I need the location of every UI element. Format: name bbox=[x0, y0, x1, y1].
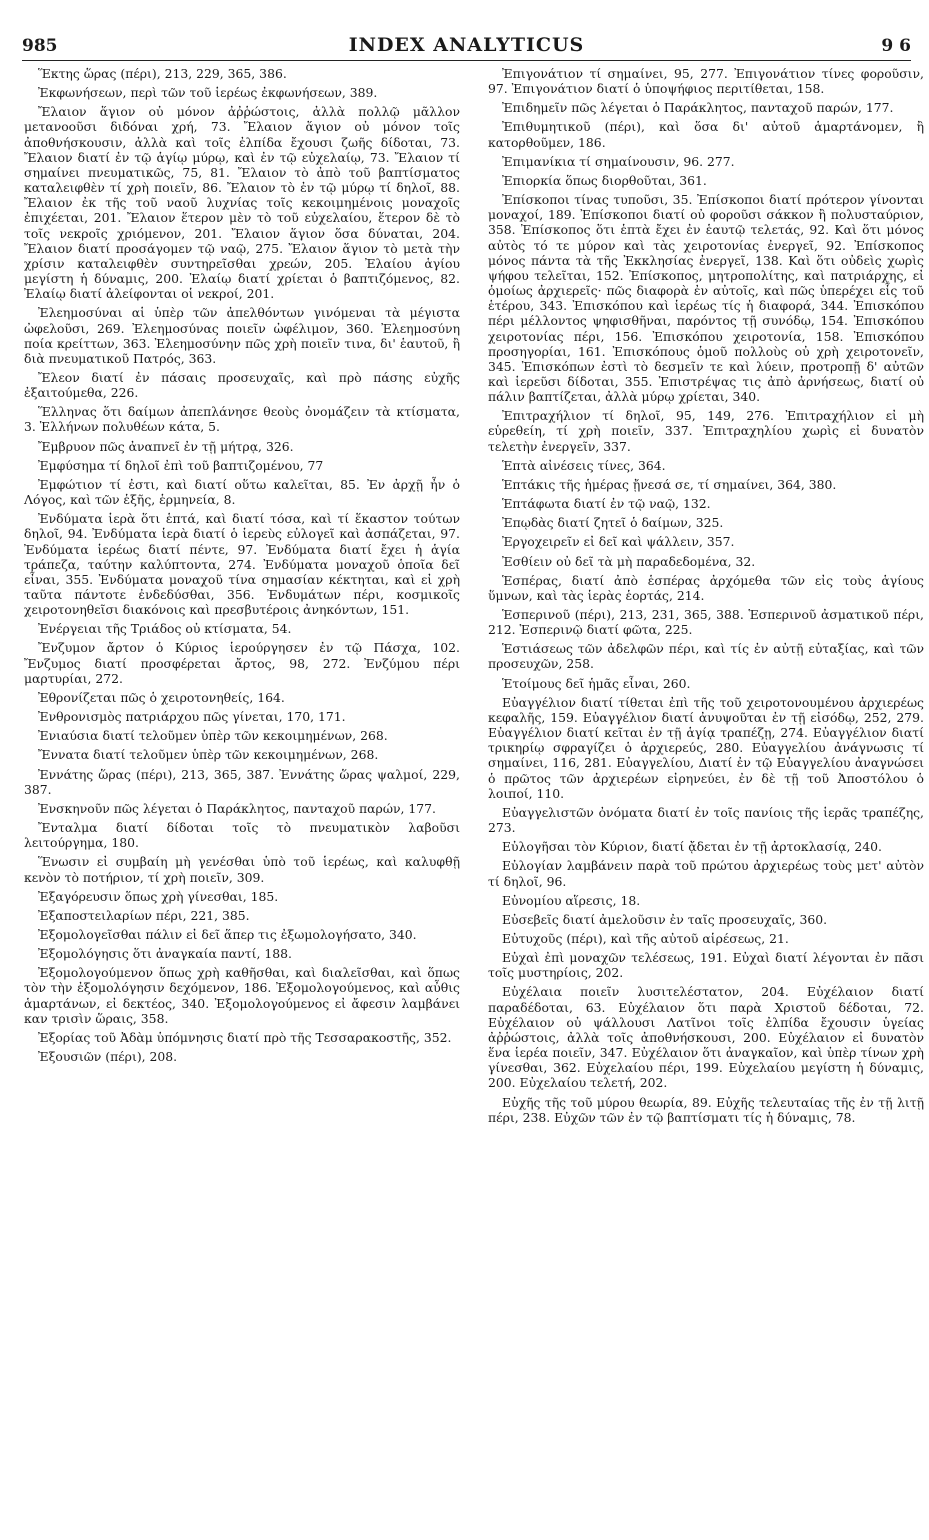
running-title: INDEX ANALYTICUS bbox=[348, 34, 585, 56]
page-number-right: 9 6 bbox=[881, 36, 911, 56]
index-entry: Ἔνταλμα διατί δίδοται τοῖς τὸ πνευματικὸν λαβοῦσι λειτούργημα, 180. bbox=[24, 820, 460, 851]
index-entry: Ἐξομολογεῖσθαι πάλιν εἰ δεῖ ἅπερ τις ἐξωμολογήσατο, 340. bbox=[38, 926, 417, 942]
index-entry: Ἐνσκηνοῦν πῶς λέγεται ὁ Παράκλητος, πανταχοῦ παρών, 177. bbox=[38, 800, 436, 816]
index-entry: Ἐξομολόγησις ὅτι ἀναγκαία παντί, 188. bbox=[38, 946, 292, 962]
index-entry: Ἐσθίειν οὐ δεῖ τὰ μὴ παραδεδομένα, 32. bbox=[502, 553, 756, 569]
page-header bbox=[22, 34, 911, 61]
index-entry: Ἐξομολογούμενον ὅπως χρὴ καθῆσθαι, καὶ διαλεῖσθαι, καὶ ὅπως τὸν τὴν ἐξομολόγησιν δεχόμενον, 186. Ἐξομολογούμενος, καὶ αὖθις ἁμαρτάνων, εἰ δεκτέος, 340. Ἐξομολογούμενος εἰ ἄφεσιν λαμβάνει καν τρισὶν ὥραις, 358. bbox=[24, 965, 460, 1026]
index-entry: Ἐπῳδὰς διατί ζητεῖ ὁ δαίμων, 325. bbox=[502, 515, 724, 531]
index-entry: Ἐξαποστειλαρίων πέρι, 221, 385. bbox=[38, 907, 250, 923]
left-column bbox=[24, 66, 460, 1068]
index-entry: Ἐμφώτιον τί ἐστι, καὶ διατί οὕτω καλεῖται, 85. Ἐν ἀρχῇ ἦν ὁ Λόγος, καὶ τῶν ἑξῆς, ἑρμηνεία, 8. bbox=[24, 476, 460, 508]
index-entry: Ἐθρονίζεται πῶς ὁ χειροτονηθείς, 164. bbox=[38, 689, 285, 705]
index-entry: Ἐννάτης ὥρας (πέρι), 213, 365, 387. Ἐννάτης ὥρας ψαλμοί, 229, 387. bbox=[24, 766, 460, 797]
index-entry: Ἐνθρονισμὸς πατριάρχου πῶς γίνεται, 170, 171. bbox=[38, 709, 346, 725]
index-entry: Ἐπίσκοποι τίνας τυποῦσι, 35. Ἐπίσκοποι διατί πρότερον γίνονται μοναχοί, 189. Ἐπίσκοποι διατί οὐ φοροῦσι σάκκον ἢ πολυσταύριον, 358. Ἐπίσκοπος ὅτι ἑπτὰ ἔχει ἐν ἑαυτῷ τελετάς, 92. Καὶ ὅτι μόνος αὐτὸς τό τε μύρον καὶ τὰς χειροτονίας ἐνεργεῖ, 92. Ἐπίσκοπος μόνος πάντα τὰ τῆς Ἐκκλησίας ἐνεργεῖ, 138. Καὶ ὅτι οὐδεὶς χωρὶς ψήφου τελεῖται, 152. Ἐπίσκοπος, μητροπολίτης, καὶ πατριάρχης, εἰ ὁμοίως ἀρχιερεῖς· πῶς διαφορὰ ἐν αὐτοῖς, καὶ πῶς ὑπερέχει εἷς τοῦ ἑτέρου, 343. Ἐπισκόπου καὶ ἱερέως τίς ἡ διαφορά, 344. Ἐπισκόπου πέρι μέλλοντος ψηφισθῆναι, παρόντος τῇ συνόδῳ, 154. Ἐπισκόπου χειροτονίας πέρι, 156. Ἐπισκόπου χειροτονία, 158. Ἐπισκόπου προσηγορίαι, 161. Ἐπισκόπους ὁμοῦ πολλοὺς οὐ χρὴ χειροτονεῖν, 345. Ἐπισκόπων ἐστὶ τὸ δεσμεῖν τε καὶ λύειν, προτροπῇ δ' αὐτῶν καὶ ἱερεῦσι δίδοται, 355. Ἐπιστρέψας τις ἀπὸ ἀρνήσεως, διατί οὐ πάλιν βαπτίζεται, ἀλλὰ μύρῳ χρίεται, 340. bbox=[488, 192, 924, 405]
index-entry: Εὐαγγελιστῶν ὀνόματα διατί ἐν τοῖς πανίοις τῆς ἱερᾶς τραπέζης, 273. bbox=[488, 804, 924, 836]
index-entry: Ἐνδύματα ἱερὰ ὅτι ἑπτά, καὶ διατί τόσα, καὶ τί ἕκαστον τούτων δηλοῖ, 94. Ἐνδύματα ἱερὰ διατί ὁ ἱερεὺς εὐλογεῖ καὶ ἀσπάζεται, 97. Ἐνδύματα ἱερέως διατί πέντε, 97. Ἐνδύματα διατί ἔχει ἡ ἁγία τράπεζα, ταύτην καλύπτοντα, 274. Ἐνδύματα μοναχοῦ ὁποῖα δεῖ εἶναι, 355. Ἐνδύματα μοναχοῦ τίνα σημασίαν κέκτηται, καὶ εἰ χρὴ ταῦτα πάντοτε ἐνδεδύσθαι, 356. Ἐνδυμάτων πέρι, κοσμικοῖς χειροτονηθεῖσι διακόνοις καὶ πρεσβυτέροις ἀνηκόντων, 151. bbox=[24, 511, 460, 618]
index-entry: Ἑσπερινοῦ (πέρι), 213, 231, 365, 388. Ἑσπερινοῦ ἀσματικοῦ πέρι, 212. Ἑσπερινῷ διατί φῶτα, 225. bbox=[488, 607, 924, 638]
index-entry: Ἐνέργειαι τῆς Τριάδος οὐ κτίσματα, 54. bbox=[38, 621, 292, 637]
index-entry: Ἑπτάφωτα διατί ἐν τῷ ναῷ, 132. bbox=[502, 496, 711, 512]
index-entry: Ἕκτης ὥρας (πέρι), 213, 229, 365, 386. bbox=[38, 66, 287, 81]
index-entry: Ἐλεημοσύναι αἱ ὑπὲρ τῶν ἀπελθόντων γινόμεναι τὰ μέγιστα ὠφελοῦσι, 269. Ἐλεημοσύνας ποιεῖν ὠφέλιμον, 360. Ἐλεημοσύνη ποία κρείττων, 363. Ἐλεημοσύνην πῶς χρὴ ποιεῖν τινα, δι' ἑαυτοῦ, ἢ διὰ πνευματικοῦ Πατρός, 363. bbox=[24, 305, 460, 366]
index-entry: Ἐξορίας τοῦ Ἀδὰμ ὑπόμνησις διατί πρὸ τῆς Τεσσαρακοστῆς, 352. bbox=[38, 1029, 452, 1045]
index-entry: Ἔννατα διατί τελοῦμεν ὑπὲρ τῶν κεκοιμημένων, 268. bbox=[38, 747, 379, 763]
index-entry: Εὐσεβεῖς διατί ἀμελοῦσιν ἐν ταῖς προσευχαῖς, 360. bbox=[502, 911, 828, 927]
index-entry: Ἐπιτραχήλιον τί δηλοῖ, 95, 149, 276. Ἐπιτραχήλιον εἰ μὴ εὑρεθείη, τί χρὴ ποιεῖν, 337. Ἐπιτραχηλίου χωρὶς εἰ δυνατὸν τελετὴν ἐνεργεῖν, 337. bbox=[488, 408, 924, 454]
index-entry: Ἐργοχειρεῖν εἰ δεῖ καὶ ψάλλειν, 357. bbox=[502, 534, 735, 550]
page-number-left: 985 bbox=[22, 36, 58, 56]
index-entry: Ἐξαγόρευσιν ὅπως χρὴ γίνεσθαι, 185. bbox=[38, 888, 279, 904]
index-entry: Εὐχαὶ ἐπὶ μοναχῶν τελέσεως, 191. Εὐχαὶ διατί λέγονται ἐν πᾶσι τοῖς μυστηρίοις, 202. bbox=[488, 950, 924, 981]
index-entry: Εὐτυχοῦς (πέρι), καὶ τῆς αὐτοῦ αἱρέσεως, 21. bbox=[502, 930, 789, 946]
index-entry: Ἔμβρυον πῶς ἀναπνεῖ ἐν τῇ μήτρᾳ, 326. bbox=[38, 438, 294, 454]
index-entry: Εὐλογῆσαι τὸν Κύριον, διατί ᾄδεται ἐν τῇ ἀρτοκλασίᾳ, 240. bbox=[502, 839, 882, 855]
index-entry: Ἕλληνας ὅτι δαίμων ἀπεπλάνησε θεοὺς ὀνομάζειν τὰ κτίσματα, 3. Ἑλλήνων πολυθέων κάτα, 5. bbox=[24, 404, 460, 435]
index-entry: Εὐχῆς τῆς τοῦ μύρου θεωρία, 89. Εὐχῆς τελευταίας τῆς ἐν τῇ λιτῇ πέρι, 238. Εὐχῶν τῶν ἐν τῷ βαπτίσματι τίς ἡ δύναμις, 78. bbox=[488, 1094, 924, 1125]
right-column bbox=[488, 66, 924, 1129]
index-entry: Ἐπιορκία ὅπως διορθοῦται, 361. bbox=[502, 172, 707, 188]
index-entry: Εὐλογίαν λαμβάνειν παρὰ τοῦ πρώτου ἀρχιερέως τοὺς μετ' αὐτὸν τί δηλοῖ, 96. bbox=[488, 858, 924, 889]
index-entry: Εὐαγγέλιον διατί τίθεται ἐπὶ τῆς τοῦ χειροτονουμένου ἀρχιερέως κεφαλῆς, 159. Εὐαγγέλιον διατί ἀνυψοῦται ἐν τῇ εἰσόδῳ, 252, 279. Εὐαγγέλιον διατί κεῖται ἐν τῇ ἁγίᾳ τραπέζῃ, 274. Εὐαγγέλιον διατί τρικηρίῳ σφραγίζει ὁ ἀρχιερεύς, 280. Εὐαγγελίου ἀνάγνωσις τί σημαίνει, 116, 281. Εὐαγγελίου, Διατί ἐν τῷ Εὐαγγελίου ἀναγνώσει ὁ πρῶτος τῶν ἀρχιερέων εἰρηνεύει, ἐν δὲ τῇ τοῦ Ἀποστόλου ὁ λοιποί, 110. bbox=[488, 694, 924, 801]
index-entry: Ἔνζυμον ἄρτον ὁ Κύριος ἱερούργησεν ἐν τῷ Πάσχα, 102. Ἔνζυμος διατί προσφέρεται ἄρτος, 98, 272. Ἐνζύμου πέρι μαρτυρίαι, 272. bbox=[24, 640, 460, 686]
index-entry: Ἐνιαύσια διατί τελοῦμεν ὑπὲρ τῶν κεκοιμημένων, 268. bbox=[38, 728, 388, 744]
index-entry: Ἐκφωνήσεων, περὶ τῶν τοῦ ἱερέως ἐκφωνήσεων, 389. bbox=[38, 85, 378, 101]
index-entry: Ἐπιδημεῖν πῶς λέγεται ὁ Παράκλητος, πανταχοῦ παρών, 177. bbox=[502, 100, 894, 116]
index-entry: Ἐμφύσημα τί δηλοῖ ἐπὶ τοῦ βαπτιζομένου, 77 bbox=[38, 457, 324, 473]
index-entry: Ἑστιάσεως τῶν ἀδελφῶν πέρι, καὶ τίς ἐν αὐτῇ εὐταξίας, καὶ τῶν προσευχῶν, 258. bbox=[488, 641, 924, 672]
index-entry: Ἑσπέρας, διατί ἀπὸ ἑσπέρας ἀρχόμεθα τῶν εἰς τοὺς ἁγίους ὕμνων, καὶ τὰς ἱερὰς ἑορτάς, 214. bbox=[488, 572, 924, 603]
index-entry: Εὐνομίου αἵρεσις, 18. bbox=[502, 892, 641, 908]
index-entry: Ἐξουσιῶν (πέρι), 208. bbox=[38, 1049, 178, 1065]
index-entry: Ἑπτὰ αἰνέσεις τίνες, 364. bbox=[502, 457, 666, 473]
index-entry: Ἔλεον διατί ἐν πάσαις προσευχαῖς, καὶ πρὸ πάσης εὐχῆς ἐξαιτούμεθα, 226. bbox=[24, 369, 460, 401]
index-entry: Ἕνωσιν εἰ συμβαίη μὴ γενέσθαι ὑπὸ τοῦ ἱερέως, καὶ καλυφθῇ κενὸν τὸ ποτήριον, τί χρὴ ποιεῖν, 309. bbox=[24, 854, 460, 885]
index-entry: Ἑπτάκις τῆς ἡμέρας ᾔνεσά σε, τί σημαίνει, 364, 380. bbox=[502, 476, 837, 492]
index-entry: Εὐχέλαια ποιεῖν λυσιτελέστατον, 204. Εὐχέλαιον διατί παραδέδοται, 63. Εὐχέλαιον ὅτι παρὰ Χριστοῦ δέδοται, 72. Εὐχέλαιον οὐ ψάλλουσι Λατῖνοι τοῖς ἐλπίδα ἔχουσιν ὑγείας ἀῤῥώστοις, ἀλλὰ τοῖς ἀποθνήσκουσι, 200. Εὐχέλαιον εἰ δυνατὸν ἕνα ἱερέα ποιεῖν, 347. Εὐχέλαιον ὅτι ἀναγκαῖον, καὶ ὑπὲρ τίνων χρὴ γίνεσθαι, 362. Εὐχελαίου πέρι, 199. Εὐχελαίου μεγίστη ἡ δύναμις, 200. Εὐχελαίου τελετή, 202. bbox=[488, 984, 924, 1091]
index-entry: Ἐπιγονάτιον τί σημαίνει, 95, 277. Ἐπιγονάτιον τίνες φοροῦσιν, 97. Ἐπιγονάτιον διατί ὁ ὑποψήφιος περιτίθεται, 158. bbox=[488, 66, 924, 97]
index-entry: Ἐπιθυμητικοῦ (πέρι), καὶ ὅσα δι' αὐτοῦ ἁμαρτάνομεν, ἢ κατορθοῦμεν, 186. bbox=[488, 119, 924, 150]
index-entry: Ἔλαιον ἅγιον οὐ μόνον ἀῤῥώστοις, ἀλλὰ πολλῷ μᾶλλον μετανοοῦσι διδόναι χρή, 73. Ἔλαιον ἅγιον οὐ μόνον τοῖς ἀποθνήσκουσιν, ἀλλὰ καὶ τοῖς ἐλπίδα ἔχουσι ζωῆς δίδοται, 73. Ἔλαιον διατί ἐν τῷ ἁγίῳ μύρῳ, καὶ ἐν τῷ εὐχελαίῳ, 73. Ἔλαιον τί σημαίνει πνευματικῶς, 75, 81. Ἔλαιον τὸ ἀπὸ τοῦ βαπτίσματος καταλειφθὲν τί χρὴ ποιεῖν, 86. Ἔλαιον τὸ ἐν τῷ μύρῳ τί δηλοῖ, 88. Ἔλαιον ἐκ τῆς τοῦ ναοῦ λυχνίας τοῖς κεκοιμημένοις μοναχοῖς ἐπιχέεται, 201. Ἔλαιον ἕτερον μὲν τὸ τοῦ εὐχελαίου, ἕτερον δὲ τὸ τοῖς νεκροῖς χριόμενον, 201. Ἔλαιον ἅγιον ὅσα δύναται, 204. Ἔλαιον διατί προσάγομεν τῷ ναῷ, 275. Ἔλαιον ἅγιον τὸ μετὰ τὴν χρίσιν καταλειφθὲν συντηρεῖσθαι χρεών, 205. Ἐλαίου ἁγίου μεγίστη ἡ δύναμις, 200. Ἐλαίῳ διατί χρίεται ὁ βαπτιζόμενος, 82. Ἐλαίῳ διατί ἀλείφονται οἱ νεκροί, 201. bbox=[24, 104, 460, 302]
index-entry: Ἑτοίμους δεῖ ἡμᾶς εἶναι, 260. bbox=[502, 675, 691, 691]
index-entry: Ἐπιμανίκια τί σημαίνουσιν, 96. 277. bbox=[502, 153, 735, 169]
